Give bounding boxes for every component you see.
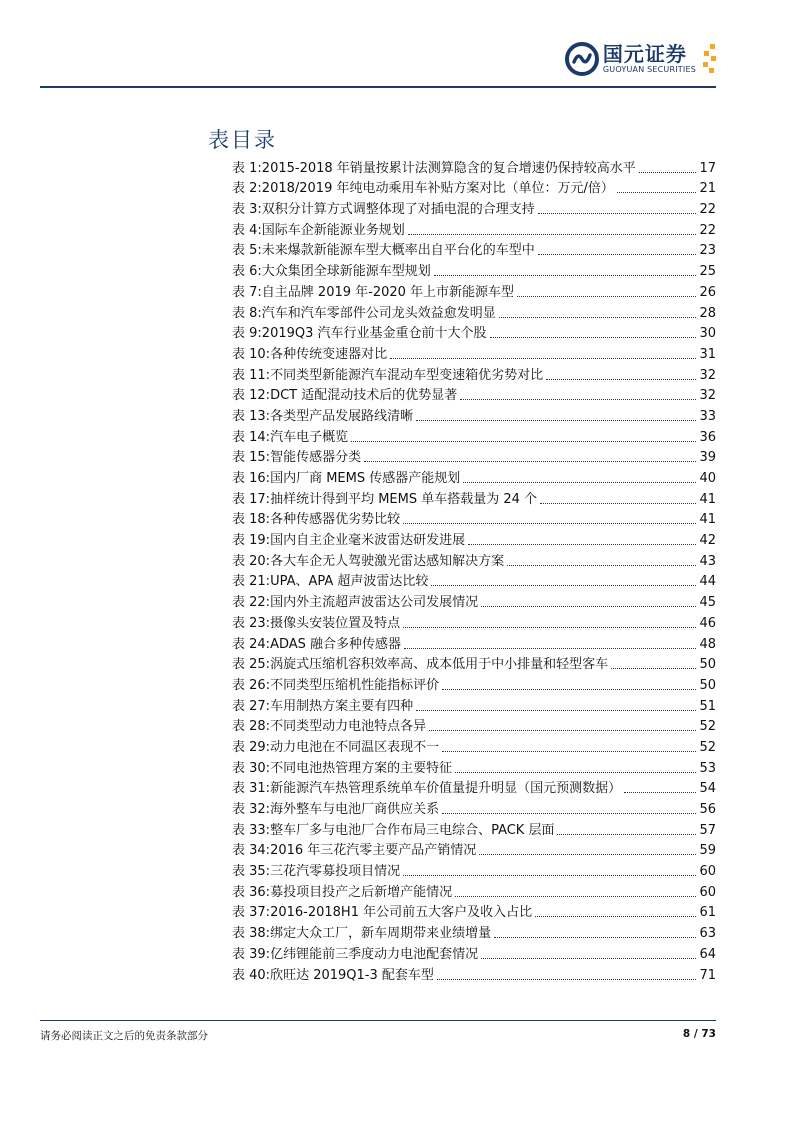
toc-dot-leader <box>408 234 697 235</box>
toc-dot-leader <box>546 379 696 380</box>
toc-entry[interactable] <box>232 446 716 467</box>
toc-entry-label: 表 3: <box>232 202 262 218</box>
toc-entry-label: 表 21: <box>232 574 271 590</box>
toc-entry-page: 57 <box>699 822 716 838</box>
toc-entry-title: 不同电池热管理方案的主要特征 <box>270 760 453 776</box>
toc-entry-label: 表 30: <box>232 760 271 776</box>
toc-entry-page: 56 <box>699 802 716 817</box>
toc-entry-title: 涡旋式压缩机容积效率高、成本低用于中小排量和轻型客车 <box>270 657 609 673</box>
toc-title: 表目录 <box>208 128 277 152</box>
toc-entry-page: 39 <box>699 450 716 466</box>
toc-entry-title: 动力电池在不同温区表现不一 <box>270 739 440 755</box>
toc-entry-label: 表 33: <box>232 822 271 838</box>
toc-entry-label: 表 5: <box>232 243 262 259</box>
toc-entry-title: 募投项目投产之后新增产能情况 <box>270 884 453 900</box>
toc-entry[interactable] <box>232 197 716 218</box>
toc-entry-label: 表 40: <box>232 967 271 983</box>
toc-entry-label: 表 29: <box>232 739 271 755</box>
page-header <box>40 0 716 88</box>
toc-dot-leader <box>517 296 696 297</box>
toc-entry-page: 41 <box>699 491 716 507</box>
toc-dot-leader <box>463 482 696 483</box>
toc-entry-label: 表 32: <box>232 802 271 817</box>
toc-dot-leader <box>416 420 696 421</box>
toc-entry[interactable] <box>232 880 716 901</box>
toc-entry[interactable] <box>232 425 716 446</box>
toc-entry[interactable] <box>232 715 716 736</box>
toc-dot-leader <box>416 710 696 711</box>
toc-entry-label: 表 6: <box>232 264 262 280</box>
toc-dot-leader <box>479 854 696 855</box>
toc-entry[interactable] <box>232 653 716 674</box>
toc-entry-page: 45 <box>699 595 716 611</box>
toc-entry-title: 三花汽零募投项目情况 <box>270 864 401 880</box>
toc-entry[interactable] <box>232 756 716 777</box>
footer-page-number: 8 / 73 <box>682 1028 716 1040</box>
toc-entry-page: 25 <box>699 264 716 280</box>
toc-dot-leader <box>442 751 696 752</box>
toc-entry-title: 各大车企无人驾驶激光雷达感知解决方案 <box>270 553 505 569</box>
toc-entry-title: 2019Q3 汽车行业基金重仓前十大个股 <box>261 326 487 342</box>
toc-dot-leader <box>390 358 696 359</box>
toc-entry-page: 33 <box>699 408 716 424</box>
toc-entry-title: 亿纬锂能前三季度动力电池配套情况 <box>270 946 479 962</box>
toc-entry-label: 表 12: <box>232 388 271 404</box>
toc-entry-page: 71 <box>699 967 716 983</box>
toc-entry-page: 59 <box>699 843 716 859</box>
logo-english-name: GUOYUAN SECURITIES <box>602 65 696 74</box>
toc-entry[interactable] <box>232 259 716 280</box>
toc-dot-leader <box>403 523 696 524</box>
toc-entry-page: 22 <box>699 222 716 238</box>
logo-text <box>603 43 696 75</box>
toc-entry-label: 表 10: <box>232 346 271 362</box>
toc-entry-page: 52 <box>699 739 716 755</box>
toc-entry-label: 表 24: <box>232 636 271 652</box>
toc-entry-title: 双积分计算方式调整体现了对插电混的合理支持 <box>261 202 535 218</box>
toc-entry[interactable] <box>232 859 716 880</box>
toc-entry-title: 不同类型动力电池特点各异 <box>270 719 427 735</box>
toc-entry[interactable] <box>232 404 716 425</box>
toc-entry-title: 抽样统计得到平均 MEMS 单车搭载量为 24 个 <box>270 491 538 507</box>
toc-dot-leader <box>437 979 697 980</box>
toc-entry-label: 表 39: <box>232 946 271 962</box>
toc-entry-page: 30 <box>699 326 716 342</box>
toc-dot-leader <box>351 441 696 442</box>
toc-entry[interactable] <box>232 632 716 653</box>
toc-entry-title: ADAS 融合多种传感器 <box>270 636 402 652</box>
toc-entry-page: 50 <box>699 657 716 673</box>
toc-entry-label: 表 18: <box>232 512 271 528</box>
logo-chinese-name: 国元证券 <box>602 42 687 66</box>
toc-dot-leader <box>611 668 696 669</box>
toc-entry-label: 表 1: <box>232 160 262 176</box>
toc-entry[interactable] <box>232 777 716 798</box>
toc-entry-title: 摄像头安装位置及特点 <box>270 615 401 631</box>
toc-entry[interactable] <box>232 570 716 591</box>
toc-entry-page: 31 <box>699 346 716 362</box>
toc-entry-label: 表 28: <box>232 719 271 735</box>
toc-entry-label: 表 11: <box>232 367 271 383</box>
toc-entry-page: 40 <box>699 471 716 486</box>
toc-entry-page: 46 <box>699 615 716 631</box>
toc-entry-label: 表 20: <box>232 553 271 569</box>
toc-entry[interactable] <box>232 466 716 487</box>
toc-entry-page: 51 <box>699 698 716 714</box>
toc-entry-title: 2016 年三花汽零主要产品产销情况 <box>270 843 477 859</box>
toc-entry-label: 表 25: <box>232 657 271 673</box>
toc-entry[interactable] <box>232 673 716 694</box>
footer-divider <box>40 1020 716 1021</box>
toc-entry-label: 表 4: <box>232 222 262 238</box>
toc-entry-title: 国内自主企业毫米波雷达研发进展 <box>270 533 466 549</box>
toc-entry[interactable] <box>232 735 716 756</box>
toc-entry-title: 汽车电子概览 <box>270 429 349 445</box>
toc-entry-page: 50 <box>699 677 716 693</box>
logo-dots-icon <box>700 44 716 74</box>
toc-entry-title: 欣旺达 2019Q1-3 配套车型 <box>270 967 434 983</box>
toc-entry-label: 表 2: <box>232 181 262 197</box>
toc-entry-title: 2018/2019 年纯电动乘用车补贴方案对比（单位：万元/倍） <box>261 181 614 197</box>
toc-entry-title: 国内外主流超声波雷达公司发展情况 <box>270 595 479 611</box>
toc-entry-label: 表 16: <box>232 471 271 486</box>
toc-entry-title: 车用制热方案主要有四种 <box>270 698 414 714</box>
toc-entry-title: 2015-2018 年销量按累计法测算隐含的复合增速仍保持较高水平 <box>261 160 636 176</box>
toc-entry[interactable] <box>232 384 716 405</box>
toc-entry-title: 各类型产品发展路线清晰 <box>270 408 414 424</box>
toc-dot-leader <box>455 772 696 773</box>
toc-entry[interactable] <box>232 797 716 818</box>
toc-entry-page: 54 <box>699 781 716 797</box>
toc-entry-title: 不同类型压缩机性能指标评价 <box>270 677 440 693</box>
toc-entry-page: 28 <box>699 305 716 321</box>
toc-entry-title: 2016-2018H1 年公司前五大客户及收入占比 <box>270 905 533 921</box>
toc-dot-leader <box>429 730 696 731</box>
toc-entry-page: 64 <box>699 946 716 962</box>
toc-entry-page: 48 <box>699 636 716 652</box>
toc-entry-page: 60 <box>699 884 716 900</box>
toc-entry-label: 表 31: <box>232 781 271 797</box>
toc-entry-title: 未来爆款新能源车型大概率出自平台化的车型中 <box>261 243 535 259</box>
toc-dot-leader <box>434 275 697 276</box>
toc-entry-page: 32 <box>699 367 716 383</box>
toc-entry-page: 41 <box>699 512 716 528</box>
toc-dot-leader <box>557 834 696 835</box>
toc-entry[interactable] <box>232 963 716 984</box>
toc-dot-leader <box>431 585 696 586</box>
toc-entry[interactable] <box>232 590 716 611</box>
toc-dot-leader <box>481 958 696 959</box>
toc-entry[interactable] <box>232 528 716 549</box>
toc-entry[interactable] <box>232 280 716 301</box>
toc-entry-title: 自主品牌 2019 年-2020 年上市新能源车型 <box>261 284 515 300</box>
toc-entry-page: 17 <box>699 160 716 176</box>
toc-entry-label: 表 38: <box>232 926 271 942</box>
toc-dot-leader <box>403 875 696 876</box>
toc-entry-title: 绑定大众工厂，新车周期带来业绩增量 <box>270 926 492 942</box>
toc-dot-leader <box>455 896 696 897</box>
toc-entry-page: 44 <box>699 574 716 590</box>
toc-entry-label: 表 15: <box>232 450 271 466</box>
toc-dot-leader <box>481 606 696 607</box>
toc-entry[interactable] <box>232 239 716 260</box>
toc-entry-page: 32 <box>699 388 716 404</box>
header-divider <box>40 86 716 88</box>
footer-disclaimer: 请务必阅读正文之后的免责条款部分 <box>40 1030 208 1042</box>
toc-entry-label: 表 8: <box>232 305 262 321</box>
toc-entry[interactable] <box>232 901 716 922</box>
toc-entry[interactable] <box>232 177 716 198</box>
toc-entry[interactable] <box>232 839 716 860</box>
toc-dot-leader <box>507 565 696 566</box>
toc-entry-title: 大众集团全球新能源车型规划 <box>261 264 431 280</box>
toc-entry-page: 42 <box>699 533 716 549</box>
brand-logo <box>565 42 716 76</box>
toc-entry-label: 表 7: <box>232 284 262 300</box>
toc-entry-label: 表 14: <box>232 429 271 445</box>
toc-entry-title: 国际车企新能源业务规划 <box>261 222 405 238</box>
toc-entry-title: 不同类型新能源汽车混动车型变速箱优劣势对比 <box>270 367 544 383</box>
toc-entry-title: DCT 适配混动技术后的优势显著 <box>270 388 458 404</box>
toc-entry-page: 22 <box>699 202 716 218</box>
toc-entry-label: 表 23: <box>232 615 271 631</box>
toc-dot-leader <box>538 254 697 255</box>
toc-entry-title: 国内厂商 MEMS 传感器产能规划 <box>270 471 461 486</box>
toc-entry-label: 表 35: <box>232 864 271 880</box>
toc-dot-leader <box>538 213 697 214</box>
toc-entry-page: 26 <box>699 284 716 300</box>
toc-dot-leader <box>442 689 696 690</box>
toc-entry-title: 各种传统变速器对比 <box>270 346 388 362</box>
toc-entry-page: 36 <box>699 429 716 445</box>
toc-dot-leader <box>540 503 696 504</box>
toc-entry-title: 海外整车与电池厂商供应关系 <box>270 802 440 817</box>
toc-entry-label: 表 13: <box>232 408 271 424</box>
toc-entry[interactable] <box>232 156 716 177</box>
toc-entry-title: 智能传感器分类 <box>270 450 362 466</box>
toc-entry[interactable] <box>232 694 716 715</box>
toc-entry[interactable] <box>232 342 716 363</box>
toc-dot-leader <box>404 648 696 649</box>
toc-entry-page: 23 <box>699 243 716 259</box>
toc-dot-leader <box>494 937 696 938</box>
guoyuan-logo-icon <box>565 42 599 76</box>
toc-entry[interactable] <box>232 218 716 239</box>
toc-entry[interactable] <box>232 921 716 942</box>
toc-entry-label: 表 36: <box>232 884 271 900</box>
toc-entry[interactable] <box>232 508 716 529</box>
toc-entry-page: 53 <box>699 760 716 776</box>
toc-entry-label: 表 17: <box>232 491 271 507</box>
toc-dot-leader <box>639 172 697 173</box>
toc-entry-page: 21 <box>699 181 716 197</box>
toc-entry-label: 表 9: <box>232 326 262 342</box>
toc-entry[interactable] <box>232 363 716 384</box>
toc-dot-leader <box>460 399 696 400</box>
toc-entry[interactable] <box>232 301 716 322</box>
toc-entry-label: 表 37: <box>232 905 271 921</box>
toc-entry-title: UPA、APA 超声波雷达比较 <box>270 574 429 590</box>
toc-dot-leader <box>364 461 696 462</box>
toc-dot-leader <box>624 792 696 793</box>
toc-entry[interactable] <box>232 487 716 508</box>
toc-dot-leader <box>403 627 696 628</box>
toc-dot-leader <box>442 813 696 814</box>
toc-entry-label: 表 19: <box>232 533 271 549</box>
toc-dot-leader <box>490 337 697 338</box>
toc-entry-label: 表 22: <box>232 595 271 611</box>
toc-entry-label: 表 34: <box>232 843 271 859</box>
toc-dot-leader <box>535 916 696 917</box>
toc-entry-page: 63 <box>699 926 716 942</box>
toc-entry-title: 整车厂多与电池厂合作布局三电综合、PACK 层面 <box>270 822 555 838</box>
toc-dot-leader <box>499 317 697 318</box>
toc-entry[interactable] <box>232 942 716 963</box>
toc-dot-leader <box>468 544 696 545</box>
toc-entry-title: 新能源汽车热管理系统单车价值量提升明显（国元预测数据） <box>270 781 622 797</box>
toc-entry[interactable] <box>232 549 716 570</box>
toc-entry-page: 52 <box>699 719 716 735</box>
toc-entry[interactable] <box>232 611 716 632</box>
toc-entry-page: 43 <box>699 553 716 569</box>
toc-entry-page: 60 <box>699 864 716 880</box>
toc-entry[interactable] <box>232 818 716 839</box>
toc-dot-leader <box>617 192 697 193</box>
toc-entry-title: 各种传感器优劣势比较 <box>270 512 401 528</box>
toc-entry-title: 汽车和汽车零部件公司龙头效益愈发明显 <box>261 305 496 321</box>
table-of-tables <box>232 156 716 984</box>
toc-entry-label: 表 26: <box>232 677 271 693</box>
toc-entry[interactable] <box>232 322 716 343</box>
toc-entry-label: 表 27: <box>232 698 271 714</box>
toc-entry-page: 61 <box>699 905 716 921</box>
